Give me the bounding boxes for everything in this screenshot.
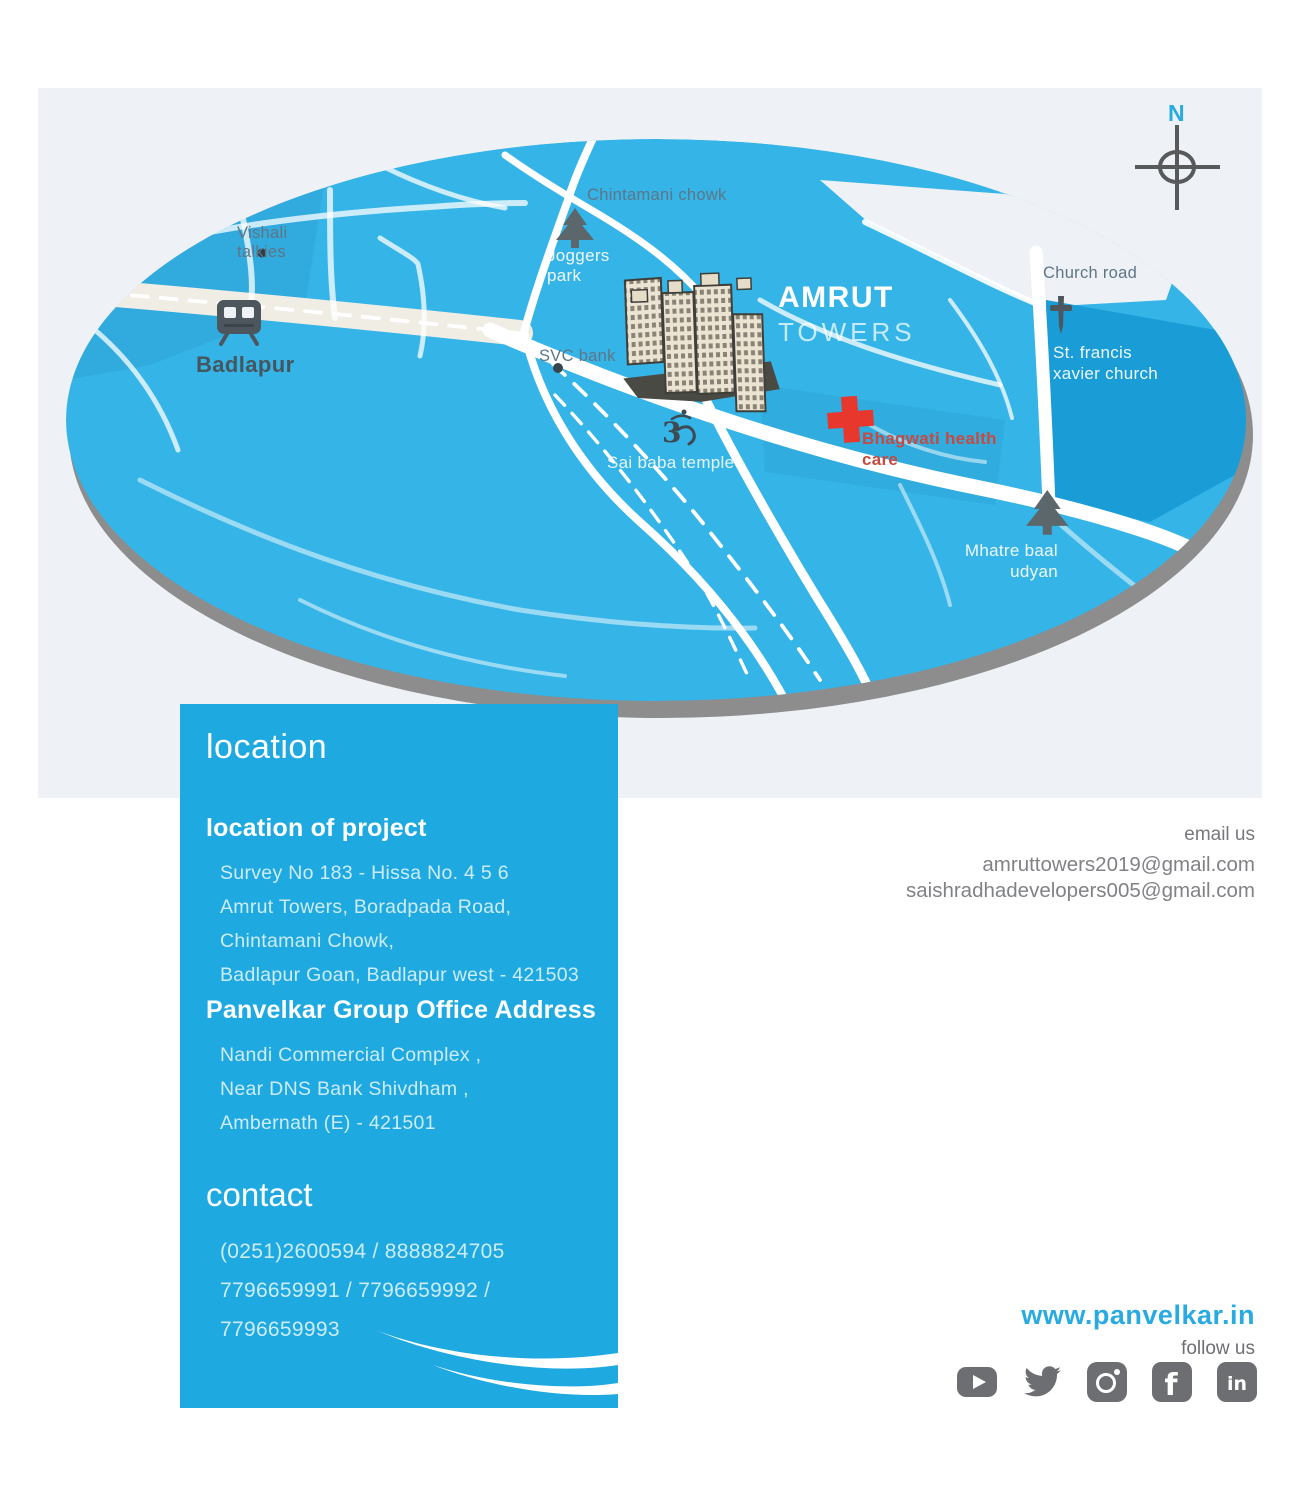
email-address[interactable]: amruttowers2019@gmail.com — [982, 853, 1255, 876]
office-address-line: Ambernath (E) - 421501 — [220, 1112, 436, 1134]
location-card — [180, 704, 618, 1408]
map-label-mhatre-baal-udyan: Mhatre baal udyan — [964, 541, 1058, 581]
project-name — [778, 281, 916, 348]
social-icons — [957, 1362, 1257, 1402]
map-label-svc-bank: SVC bank — [539, 347, 616, 365]
youtube-icon[interactable] — [957, 1362, 997, 1402]
facebook-icon[interactable] — [1152, 1362, 1192, 1402]
office-address-line: Near DNS Bank Shivdham , — [220, 1078, 469, 1100]
project-name-line2: TOWERS — [778, 317, 916, 347]
website-link[interactable]: www.panvelkar.in — [1021, 1300, 1255, 1330]
email-heading: email us — [1184, 824, 1255, 845]
follow-us-label: follow us — [1181, 1338, 1255, 1359]
phone-line: 7796659993 — [220, 1318, 340, 1341]
map-label-chintamani-chowk: Chintamani chowk — [587, 186, 727, 204]
instagram-icon[interactable] — [1087, 1362, 1127, 1402]
office-address — [220, 1038, 481, 1140]
map-label-church-road: Church road — [1043, 264, 1138, 282]
phone-line: (0251)2600594 / 8888824705 — [220, 1240, 505, 1263]
map-label-sai-baba-temple: Sai baba temple — [607, 453, 735, 472]
svg-text:f: f — [1164, 1368, 1178, 1402]
office-address-heading: Panvelkar Group Office Address — [206, 996, 596, 1024]
map-label-joggers-park: Joggers park — [547, 246, 610, 285]
project-address-line: Chintamani Chowk, — [220, 930, 395, 952]
project-address-line: Badlapur Goan, Badlapur west - 421503 — [220, 964, 580, 986]
map-label-badlapur: Badlapur — [196, 352, 295, 377]
project-address — [220, 856, 579, 992]
map-label-bhagwati-health-care: Bhagwati health care — [862, 429, 997, 469]
map-label-st-francis-xavier-church: St. francis xavier church — [1053, 343, 1158, 383]
card-title: location — [206, 728, 328, 766]
email-section — [906, 824, 1255, 904]
compass-north-label: N — [1168, 100, 1185, 126]
map-label-vishali-talkies: Vishali talkies — [237, 224, 288, 261]
contact-heading: contact — [206, 1176, 313, 1213]
project-address-line: Amrut Towers, Boradpada Road, — [220, 896, 512, 918]
office-address-line: Nandi Commercial Complex , — [220, 1044, 482, 1066]
email-address[interactable]: saishradhadevelopers005@gmail.com — [905, 879, 1255, 902]
svg-text:3: 3 — [662, 416, 682, 449]
project-address-line: Survey No 183 - Hissa No. 4 5 6 — [220, 862, 509, 884]
svg-text:in: in — [1226, 1373, 1248, 1395]
twitter-icon[interactable] — [1022, 1362, 1062, 1402]
project-location-heading: location of project — [206, 814, 427, 842]
card-swoosh-decoration — [378, 1313, 618, 1398]
compass — [1130, 100, 1230, 220]
project-name-line1: AMRUT — [778, 281, 894, 314]
phone-line: 7796659991 / 7796659992 / — [220, 1279, 491, 1302]
linkedin-icon[interactable] — [1217, 1362, 1257, 1402]
